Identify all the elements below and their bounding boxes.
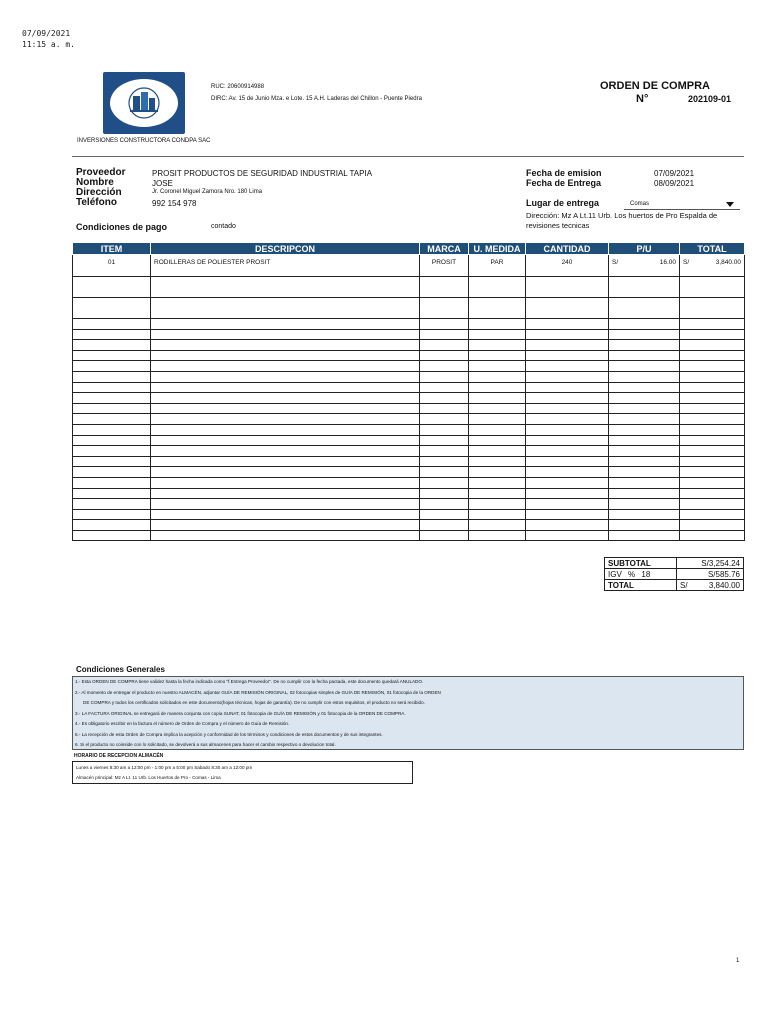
empty-cell (420, 530, 469, 541)
empty-cell (151, 488, 420, 499)
table-row-empty (73, 350, 745, 361)
nombre-value: JOSE (152, 179, 173, 188)
empty-cell (73, 393, 151, 404)
empty-cell (420, 403, 469, 414)
total-value: 3,840.00 (708, 580, 740, 590)
empty-cell (526, 435, 609, 446)
empty-cell (469, 329, 526, 340)
col-header-pu: P/U (609, 243, 680, 255)
order-title: ORDEN DE COMPRA (600, 80, 711, 92)
empty-cell (609, 319, 680, 330)
empty-cell (151, 456, 420, 467)
subtotal-row (605, 558, 744, 569)
condition-line: 1.- Esta ORDEN DE COMPRA tiene validez hasta la fecha indicada como "f.Entrega Proveedor". De no cumplir con la fecha pactada, este documento quedará ANULADO. (75, 679, 424, 684)
cell-item: 01 (73, 255, 151, 277)
empty-cell (609, 403, 680, 414)
items-table (72, 242, 745, 541)
empty-cell (151, 329, 420, 340)
empty-cell (609, 382, 680, 393)
col-header-medida: U. MEDIDA (469, 243, 526, 255)
empty-cell (73, 446, 151, 457)
table-row-empty (73, 499, 745, 510)
conditions-title: Condiciones Generales (76, 665, 165, 674)
empty-cell (151, 446, 420, 457)
empty-cell (151, 477, 420, 488)
empty-cell (526, 520, 609, 531)
empty-cell (420, 488, 469, 499)
empty-cell (609, 424, 680, 435)
empty-cell (151, 371, 420, 382)
order-number-label: N° (636, 93, 649, 105)
empty-cell (151, 509, 420, 520)
table-row-empty (73, 319, 745, 330)
empty-cell (609, 414, 680, 425)
empty-cell (151, 319, 420, 330)
cell-descripcion: RODILLERAS DE POLIESTER PROSIT (151, 255, 420, 277)
empty-cell (420, 446, 469, 457)
table-row-empty (73, 477, 745, 488)
empty-cell (609, 456, 680, 467)
col-header-item: ITEM (73, 243, 151, 255)
table-row-empty (73, 329, 745, 340)
lugar-select[interactable] (624, 199, 740, 210)
horario-line-2: Almacén principal: Mz A Lt. 11 Urb. Los Huertos de Pro - Comas - Lima (76, 775, 221, 780)
empty-cell (73, 424, 151, 435)
empty-cell (680, 414, 745, 425)
proveedor-value: PROSIT PRODUCTOS DE SEGURIDAD INDUSTRIAL TAPIA (152, 169, 373, 178)
empty-cell (73, 371, 151, 382)
cell-cantidad: 240 (526, 255, 609, 277)
table-row (73, 277, 745, 298)
empty-cell (609, 329, 680, 340)
direccion-value: Jr. Coronel Miguel Zamora Nro. 180 Lima (152, 189, 263, 195)
print-date: 07/09/2021 (22, 29, 71, 38)
empty-cell (609, 477, 680, 488)
condition-line: DE COMPRA y todos los certificados solicitados en este documento(hojas técnicas, hojas de garantía). De no cumplir con estos requisitos, el producto no será recibido. (83, 700, 425, 705)
empty-cell (420, 477, 469, 488)
empty-cell (680, 499, 745, 510)
empty-cell (469, 340, 526, 351)
empty-cell (609, 393, 680, 404)
table-row-empty (73, 520, 745, 531)
table-row-empty (73, 414, 745, 425)
empty-cell (469, 477, 526, 488)
empty-cell (73, 477, 151, 488)
empty-cell (73, 499, 151, 510)
empty-cell (73, 319, 151, 330)
empty-cell (526, 329, 609, 340)
condition-line: 2.- Al momento de entregar el producto en nuestro ALMACÉN, adjuntar GUÍA DE REMISIÓN ORIGINAL, 02 fotocopias simples de GUÍA DE REMISIÓN, 01 fotocopia de la ORDEN (75, 690, 441, 695)
emision-value: 07/09/2021 (654, 169, 695, 178)
condition-line: 4.- Es obligatorio escribir en la factura el número de Orden de Compra y el número de Guía de Remisión. (75, 721, 290, 726)
empty-cell (469, 414, 526, 425)
empty-cell (609, 488, 680, 499)
table-row-empty (73, 424, 745, 435)
empty-cell (73, 488, 151, 499)
igv-pct: 18 (641, 569, 651, 579)
direccion-entrega: Dirección: Mz A Lt.11 Urb. Los huertos de Pro Espalda de revisiones tecnicas (526, 211, 718, 230)
empty-cell (469, 424, 526, 435)
empty-cell (526, 477, 609, 488)
empty-cell (680, 488, 745, 499)
empty-cell (420, 350, 469, 361)
empty-cell (151, 530, 420, 541)
empty-cell (420, 467, 469, 478)
cell-pu (609, 255, 680, 277)
header-divider (72, 156, 744, 157)
empty-cell (420, 319, 469, 330)
igv-pct-sign: % (628, 569, 636, 579)
empty-cell (469, 393, 526, 404)
empty-cell (526, 319, 609, 330)
table-row-empty (73, 340, 745, 351)
empty-cell (73, 414, 151, 425)
empty-cell (151, 403, 420, 414)
cell-total-currency: S/ (683, 259, 690, 266)
empty-cell (469, 530, 526, 541)
empty-cell (680, 340, 745, 351)
cell-pu-value: 16.00 (659, 259, 676, 266)
cell-marca: PROSIT (420, 255, 469, 277)
empty-cell (526, 393, 609, 404)
total-currency: S/ (680, 580, 688, 590)
cell-total-value: 3,840.00 (715, 259, 741, 266)
empty-cell (526, 509, 609, 520)
empty-cell (680, 393, 745, 404)
empty-cell (420, 340, 469, 351)
table-row-empty (73, 382, 745, 393)
empty-cell (469, 488, 526, 499)
empty-cell (609, 340, 680, 351)
empty-cell (526, 467, 609, 478)
empty-cell (609, 467, 680, 478)
table-row-empty (73, 371, 745, 382)
total-row (605, 580, 744, 591)
empty-cell (420, 361, 469, 372)
col-header-total: TOTAL (680, 243, 745, 255)
empty-cell (526, 424, 609, 435)
empty-cell (73, 329, 151, 340)
table-row-empty (73, 488, 745, 499)
empty-cell (469, 435, 526, 446)
total-label: TOTAL (605, 580, 677, 591)
empty-cell (680, 371, 745, 382)
totals-table (604, 557, 744, 591)
empty-cell (151, 467, 420, 478)
col-header-marca: MARCA (420, 243, 469, 255)
empty-cell (609, 509, 680, 520)
empty-cell (420, 456, 469, 467)
table-row-empty (73, 456, 745, 467)
order-number: 202109-01 (688, 94, 732, 104)
condition-line: 3.- LA FACTURA ORIGINAL se entregará de manera conjunta con copia SUNAT, 01 fotocopia de GUÍA DE REMISIÓN y 01 fotocopia de la ORDEN DE COMPRA. (75, 711, 406, 716)
empty-cell (680, 477, 745, 488)
empty-cell (420, 329, 469, 340)
empty-cell (469, 446, 526, 457)
company-logo (103, 72, 185, 134)
igv-label: IGV (608, 569, 622, 579)
empty-cell (680, 361, 745, 372)
empty-cell (469, 382, 526, 393)
nombre-label: Nombre (76, 177, 114, 188)
empty-cell (680, 435, 745, 446)
empty-cell (469, 509, 526, 520)
col-header-descripcion: DESCRIPCON (151, 243, 420, 255)
empty-cell (526, 446, 609, 457)
empty-cell (526, 488, 609, 499)
condition-line: 6. Si el producto no coinside con lo solicitado, se devolverá a sus almacenes para hacer el cambio respectivo o devolucion total. (75, 742, 336, 747)
empty-cell (469, 467, 526, 478)
empty-cell (680, 530, 745, 541)
table-row-empty (73, 467, 745, 478)
empty-cell (420, 520, 469, 531)
horario-title: HORARIO DE RECEPCION ALMACÉN (74, 753, 164, 759)
empty-cell (526, 530, 609, 541)
empty-cell (151, 414, 420, 425)
empty-cell (73, 350, 151, 361)
empty-cell (469, 456, 526, 467)
entrega-value: 08/09/2021 (654, 179, 695, 188)
telefono-value: 992 154 978 (152, 199, 197, 208)
empty-cell (680, 382, 745, 393)
empty-cell (420, 435, 469, 446)
table-row-empty (73, 393, 745, 404)
empty-cell (420, 382, 469, 393)
table-row-empty (73, 403, 745, 414)
empty-cell (469, 371, 526, 382)
empty-cell (526, 456, 609, 467)
empty-cell (680, 456, 745, 467)
empty-cell (680, 350, 745, 361)
cell-total (680, 255, 745, 277)
empty-cell (609, 520, 680, 531)
empty-cell (151, 393, 420, 404)
empty-cell (151, 361, 420, 372)
logo-emblem (110, 79, 178, 127)
table-row-empty (73, 435, 745, 446)
empty-cell (420, 371, 469, 382)
empty-cell (609, 499, 680, 510)
subtotal-value: S/3,254.24 (677, 558, 744, 569)
condition-line: 5.- La recepción de esta Orden de Compra implica la acepción y conformidad de los términos y condiciones de estos documentos y de sus integrantes. (75, 732, 383, 737)
empty-cell (151, 520, 420, 531)
empty-cell (526, 403, 609, 414)
total-value-cell (677, 580, 744, 591)
empty-cell (609, 350, 680, 361)
cell-pu-currency: S/ (612, 259, 619, 266)
empty-cell (609, 435, 680, 446)
entrega-label: Fecha de Entrega (526, 178, 602, 188)
empty-cell (680, 446, 745, 457)
empty-cell (680, 509, 745, 520)
company-ruc: RUC: 20600914988 (211, 84, 265, 90)
empty-cell (73, 509, 151, 520)
table-row-empty (73, 361, 745, 372)
building-icon (121, 86, 167, 120)
empty-cell (151, 382, 420, 393)
empty-cell (73, 340, 151, 351)
empty-cell (526, 340, 609, 351)
telefono-label: Teléfono (76, 197, 117, 208)
page-number: 1 (736, 958, 740, 964)
empty-cell (526, 414, 609, 425)
horario-line-1: Lunes a viernes 8:30 am a 12:00 pm - 1:00 pm a 5:00 pm Sabado 8:30 am a 12:00 pm (76, 765, 253, 770)
empty-cell (526, 350, 609, 361)
conditions-box (72, 676, 744, 750)
empty-cell (680, 319, 745, 330)
empty-cell (526, 499, 609, 510)
print-time: 11:15 a. m. (22, 40, 75, 49)
empty-cell (420, 414, 469, 425)
empty-cell (526, 382, 609, 393)
table-row-empty (73, 446, 745, 457)
empty-cell (73, 530, 151, 541)
lugar-label: Lugar de entrega (526, 198, 600, 208)
emision-label: Fecha de emision (526, 168, 602, 178)
empty-cell (420, 424, 469, 435)
company-name: INVERSIONES CONSTRUCTORA CONDPA SAC (77, 138, 211, 144)
table-row (73, 298, 745, 319)
igv-label-cell (605, 569, 677, 580)
empty-cell (73, 456, 151, 467)
empty-cell (469, 361, 526, 372)
empty-cell (609, 361, 680, 372)
empty-cell (73, 467, 151, 478)
empty-cell (609, 371, 680, 382)
proveedor-label: Proveedor (76, 167, 126, 178)
table-row (73, 255, 745, 277)
igv-value: S/585.76 (677, 569, 744, 580)
pago-label: Condiciones de pago (76, 222, 168, 232)
empty-cell (151, 340, 420, 351)
empty-cell (609, 530, 680, 541)
pago-value: contado (211, 223, 236, 230)
empty-cell (526, 371, 609, 382)
empty-cell (73, 361, 151, 372)
horario-box (72, 761, 413, 784)
empty-cell (680, 424, 745, 435)
empty-cell (420, 509, 469, 520)
empty-cell (469, 403, 526, 414)
empty-cell (73, 382, 151, 393)
empty-cell (680, 403, 745, 414)
empty-cell (420, 499, 469, 510)
table-header-row (73, 243, 745, 255)
igv-row (605, 569, 744, 580)
empty-cell (73, 520, 151, 531)
empty-cell (609, 446, 680, 457)
empty-cell (526, 361, 609, 372)
lugar-select-value: Comas (630, 201, 650, 207)
dropdown-arrow-icon[interactable] (726, 202, 734, 207)
cell-medida: PAR (469, 255, 526, 277)
empty-cell (151, 499, 420, 510)
empty-cell (680, 329, 745, 340)
empty-cell (469, 319, 526, 330)
table-row-empty (73, 509, 745, 520)
empty-cell (680, 467, 745, 478)
empty-cell (420, 393, 469, 404)
company-address: DIRC: Av. 15 de Junio Mza. e Lote. 15 A.H. Laderas del Chillon - Puente Piedra (211, 96, 422, 102)
empty-cell (73, 435, 151, 446)
direccion-label: Dirección (76, 187, 122, 198)
empty-cell (151, 424, 420, 435)
empty-cell (469, 350, 526, 361)
empty-cell (151, 435, 420, 446)
col-header-cantidad: CANTIDAD (526, 243, 609, 255)
empty-cell (680, 520, 745, 531)
empty-cell (469, 499, 526, 510)
table-row-empty (73, 530, 745, 541)
empty-cell (73, 403, 151, 414)
subtotal-label: SUBTOTAL (605, 558, 677, 569)
print-timestamp (22, 28, 75, 50)
empty-cell (469, 520, 526, 531)
empty-cell (151, 350, 420, 361)
